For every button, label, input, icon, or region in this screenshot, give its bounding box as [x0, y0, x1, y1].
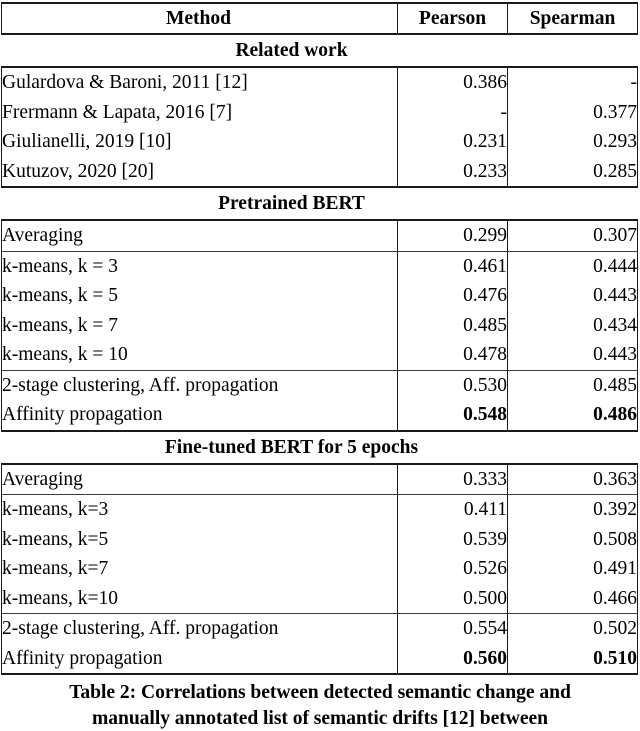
cell-pearson: 0.478 [398, 340, 508, 370]
cell-spearman: 0.434 [508, 311, 638, 341]
table-row [2, 644, 638, 675]
table-caption [6, 680, 634, 731]
cell-pearson: 0.461 [398, 251, 508, 281]
citation-ref: [10] [139, 131, 172, 152]
section-title-3: Fine-tuned BERT for 5 epochs [2, 431, 638, 464]
table-row [2, 311, 638, 341]
cell-method [2, 157, 398, 188]
citation-ref: [12] [215, 72, 248, 93]
caption-line-1: Table 2: Correlations between detected semantic change and [6, 680, 634, 706]
cell-pearson: 0.299 [398, 220, 508, 251]
cell-spearman: 0.285 [508, 157, 638, 188]
cell-method: k-means, k = 7 [2, 311, 398, 341]
table-row [2, 67, 638, 98]
table-row [2, 157, 638, 188]
table-header-row [2, 3, 638, 34]
table-row [2, 464, 638, 495]
section-header-row [2, 34, 638, 67]
cell-spearman: 0.443 [508, 281, 638, 311]
cell-method: Affinity propagation [2, 644, 398, 675]
cell-pearson: 0.554 [398, 614, 508, 644]
cell-pearson: 0.485 [398, 311, 508, 341]
table-row [2, 220, 638, 251]
cell-spearman: 0.510 [508, 644, 638, 675]
cell-spearman: - [508, 67, 638, 98]
cell-method: k-means, k = 10 [2, 340, 398, 370]
citation-ref: [7] [209, 102, 232, 123]
cell-pearson: 0.333 [398, 464, 508, 495]
cell-spearman: 0.443 [508, 340, 638, 370]
cell-pearson: 0.231 [398, 127, 508, 157]
cell-spearman: 0.508 [508, 525, 638, 555]
section-header-row [2, 187, 638, 220]
cell-method: k-means, k = 3 [2, 251, 398, 281]
table-row [2, 525, 638, 555]
table-row [2, 340, 638, 370]
cell-spearman: 0.307 [508, 220, 638, 251]
table-row [2, 400, 638, 431]
method-name: Giulianelli, 2019 [2, 131, 139, 152]
table-row [2, 614, 638, 644]
cell-spearman: 0.502 [508, 614, 638, 644]
cell-spearman: 0.363 [508, 464, 638, 495]
table-figure-page [0, 2, 640, 685]
cell-method: 2-stage clustering, Aff. propagation [2, 370, 398, 400]
table-row [2, 554, 638, 584]
results-table [1, 2, 638, 675]
cell-spearman: 0.486 [508, 400, 638, 431]
cell-method: k-means, k=5 [2, 525, 398, 555]
table-row [2, 495, 638, 525]
cell-pearson: 0.548 [398, 400, 508, 431]
cell-pearson: 0.500 [398, 584, 508, 614]
caption-line-2: manually annotated list of semantic drifts [12] between [6, 706, 634, 731]
section-title-1: Related work [2, 34, 638, 67]
cell-method: Affinity propagation [2, 400, 398, 431]
cell-spearman: 0.485 [508, 370, 638, 400]
cell-spearman: 0.444 [508, 251, 638, 281]
cell-pearson: 0.476 [398, 281, 508, 311]
cell-method: k-means, k = 5 [2, 281, 398, 311]
cell-method: Averaging [2, 464, 398, 495]
cell-spearman: 0.377 [508, 98, 638, 128]
cell-method: k-means, k=7 [2, 554, 398, 584]
table-row [2, 281, 638, 311]
cell-pearson: 0.386 [398, 67, 508, 98]
table-row [2, 370, 638, 400]
cell-pearson: 0.526 [398, 554, 508, 584]
citation-ref: [20] [122, 161, 155, 182]
method-name: Gulardova & Baroni, 2011 [2, 72, 215, 93]
cell-pearson: 0.233 [398, 157, 508, 188]
cell-pearson: 0.411 [398, 495, 508, 525]
column-header-method: Method [2, 3, 398, 34]
method-name: Frermann & Lapata, 2016 [2, 102, 209, 123]
table-row [2, 127, 638, 157]
cell-method: Averaging [2, 220, 398, 251]
cell-method: k-means, k=10 [2, 584, 398, 614]
table-row [2, 251, 638, 281]
cell-method [2, 67, 398, 98]
column-header-pearson: Pearson [398, 3, 508, 34]
cell-spearman: 0.466 [508, 584, 638, 614]
cell-method [2, 98, 398, 128]
column-header-spearman: Spearman [508, 3, 638, 34]
cell-spearman: 0.392 [508, 495, 638, 525]
cell-pearson: 0.560 [398, 644, 508, 675]
cell-pearson: 0.530 [398, 370, 508, 400]
method-name: Kutuzov, 2020 [2, 161, 122, 182]
cell-pearson: - [398, 98, 508, 128]
table-row [2, 98, 638, 128]
cell-spearman: 0.491 [508, 554, 638, 584]
cell-spearman: 0.293 [508, 127, 638, 157]
cell-method [2, 127, 398, 157]
table-row [2, 584, 638, 614]
cell-method: 2-stage clustering, Aff. propagation [2, 614, 398, 644]
cell-pearson: 0.539 [398, 525, 508, 555]
cell-method: k-means, k=3 [2, 495, 398, 525]
section-title-2: Pretrained BERT [2, 187, 638, 220]
section-header-row [2, 431, 638, 464]
